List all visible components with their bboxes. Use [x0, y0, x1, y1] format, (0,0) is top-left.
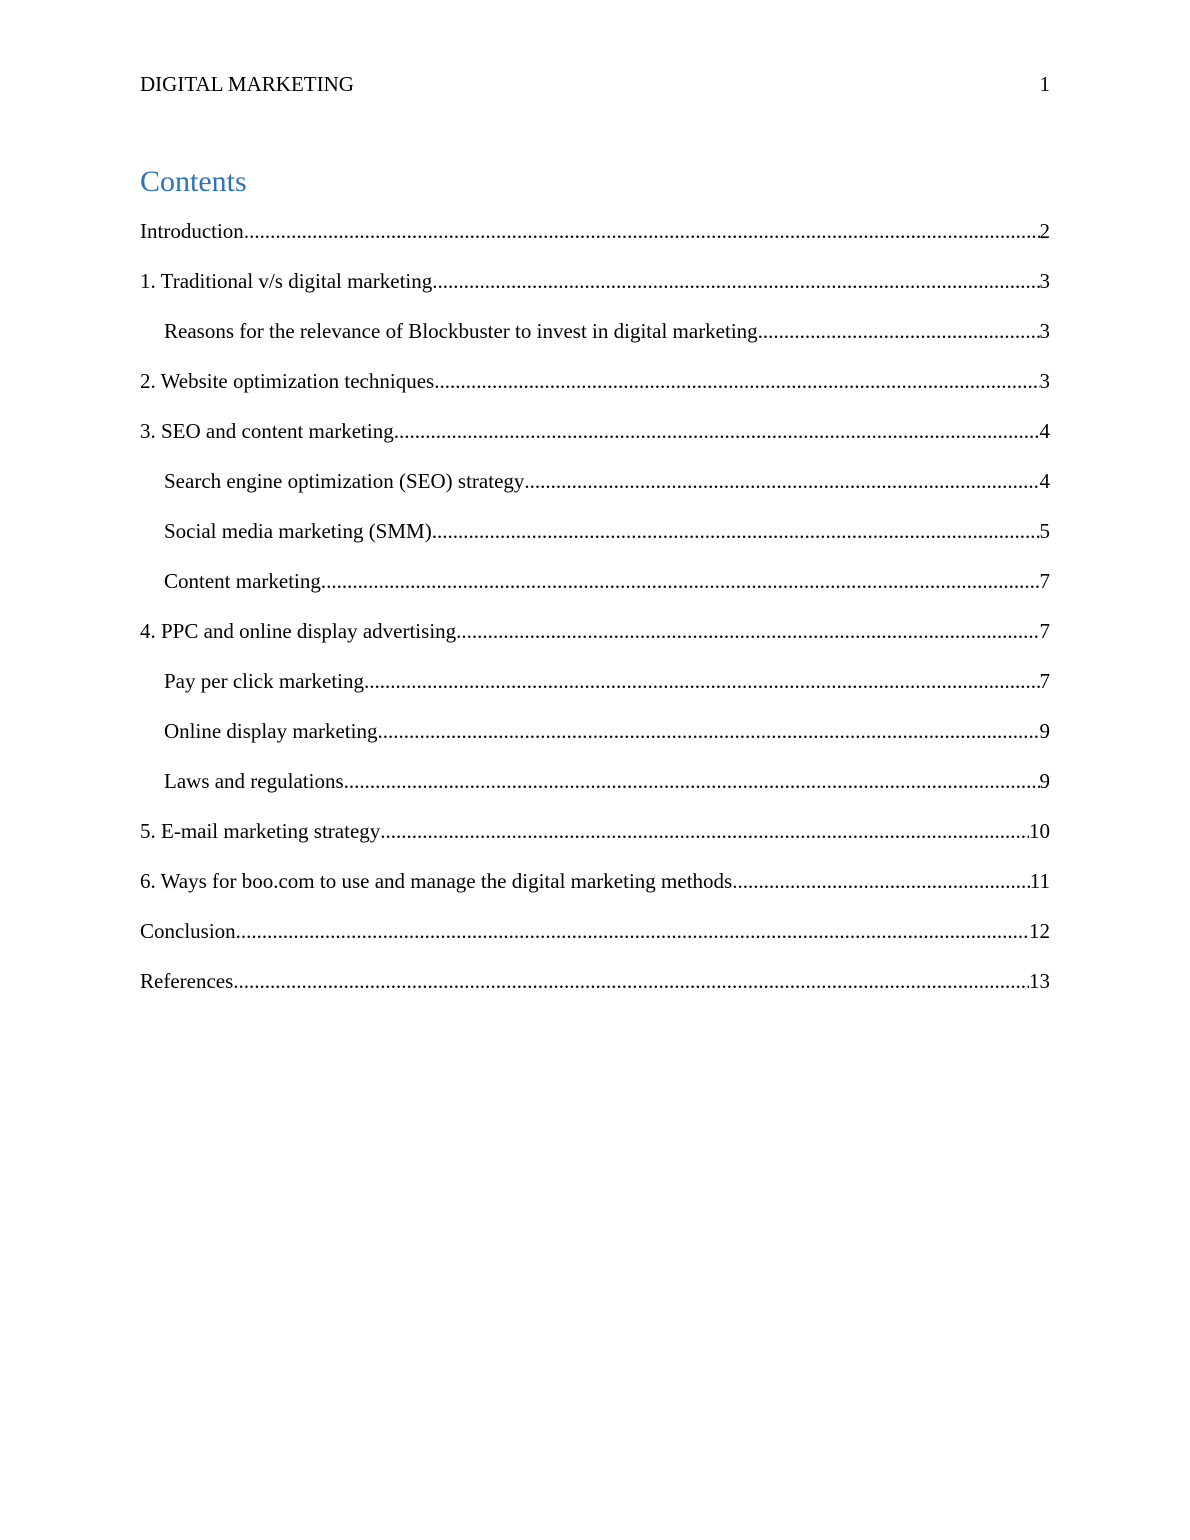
toc-entry-page: 10: [1029, 819, 1050, 843]
toc-dot-leader: [377, 716, 1039, 746]
toc-entry-page: 4: [1039, 419, 1050, 443]
toc-dot-leader: [456, 616, 1039, 646]
header-page-number: 1: [1039, 72, 1050, 96]
toc-entry[interactable]: [140, 366, 1050, 416]
toc-dot-leader: [321, 566, 1040, 596]
toc-entry[interactable]: [140, 966, 1050, 1016]
toc-entry-title: 6. Ways for boo.com to use and manage the digital marketing methods: [140, 866, 732, 896]
toc-dot-leader: [344, 766, 1040, 796]
toc-dot-leader: [364, 666, 1039, 696]
toc-entry[interactable]: [140, 716, 1050, 766]
toc-entry[interactable]: [140, 666, 1050, 716]
toc-entry-page: 9: [1039, 719, 1050, 743]
toc-entry[interactable]: [140, 816, 1050, 866]
toc-entry-title: 5. E-mail marketing strategy: [140, 816, 380, 846]
running-header-title: DIGITAL MARKETING: [140, 72, 354, 96]
toc-entry-page: 7: [1039, 619, 1050, 643]
toc-entry[interactable]: [140, 266, 1050, 316]
toc-entry-title: Search engine optimization (SEO) strategy: [164, 466, 524, 496]
toc-dot-leader: [233, 966, 1029, 996]
table-of-contents: [140, 216, 1050, 1016]
toc-entry-page: 13: [1029, 969, 1050, 993]
toc-dot-leader: [758, 316, 1040, 346]
toc-entry-page: 9: [1039, 769, 1050, 793]
toc-heading: Contents: [140, 165, 247, 198]
toc-entry-title: 2. Website optimization techniques: [140, 366, 434, 396]
toc-entry-page: 5: [1039, 519, 1050, 543]
toc-entry-page: 3: [1039, 269, 1050, 293]
toc-entry-page: 3: [1039, 319, 1050, 343]
toc-entry[interactable]: [140, 516, 1050, 566]
toc-dot-leader: [380, 816, 1029, 846]
toc-dot-leader: [244, 216, 1040, 246]
toc-entry-title: 3. SEO and content marketing: [140, 416, 394, 446]
toc-entry-title: Social media marketing (SMM): [164, 516, 432, 546]
toc-entry-title: 4. PPC and online display advertising: [140, 616, 456, 646]
toc-entry[interactable]: [140, 316, 1050, 366]
toc-entry[interactable]: [140, 416, 1050, 466]
toc-entry-title: Reasons for the relevance of Blockbuster to invest in digital marketing: [164, 316, 758, 346]
toc-entry[interactable]: [140, 916, 1050, 966]
toc-entry-title: Online display marketing: [164, 716, 377, 746]
toc-entry-title: References: [140, 966, 233, 996]
toc-entry-page: 12: [1029, 919, 1050, 943]
toc-dot-leader: [432, 266, 1039, 296]
toc-entry-page: 4: [1039, 469, 1050, 493]
toc-entry-page: 11: [1029, 869, 1050, 893]
toc-entry-title: Content marketing: [164, 566, 321, 596]
toc-entry-title: Introduction: [140, 216, 244, 246]
page-header: [140, 70, 1050, 98]
toc-entry-page: 7: [1039, 669, 1050, 693]
toc-entry[interactable]: [140, 566, 1050, 616]
toc-entry[interactable]: [140, 216, 1050, 266]
toc-entry[interactable]: [140, 466, 1050, 516]
toc-dot-leader: [434, 366, 1039, 396]
toc-dot-leader: [432, 516, 1040, 546]
toc-entry-page: 2: [1039, 219, 1050, 243]
toc-entry-page: 3: [1039, 369, 1050, 393]
toc-dot-leader: [394, 416, 1040, 446]
toc-entry[interactable]: [140, 766, 1050, 816]
toc-dot-leader: [732, 866, 1030, 896]
toc-entry[interactable]: [140, 616, 1050, 666]
toc-entry-title: Pay per click marketing: [164, 666, 364, 696]
toc-entry[interactable]: [140, 866, 1050, 916]
toc-entry-title: Conclusion: [140, 916, 236, 946]
toc-dot-leader: [236, 916, 1029, 946]
toc-dot-leader: [524, 466, 1039, 496]
toc-entry-page: 7: [1039, 569, 1050, 593]
toc-entry-title: Laws and regulations: [164, 766, 344, 796]
toc-entry-title: 1. Traditional v/s digital marketing: [140, 266, 432, 296]
